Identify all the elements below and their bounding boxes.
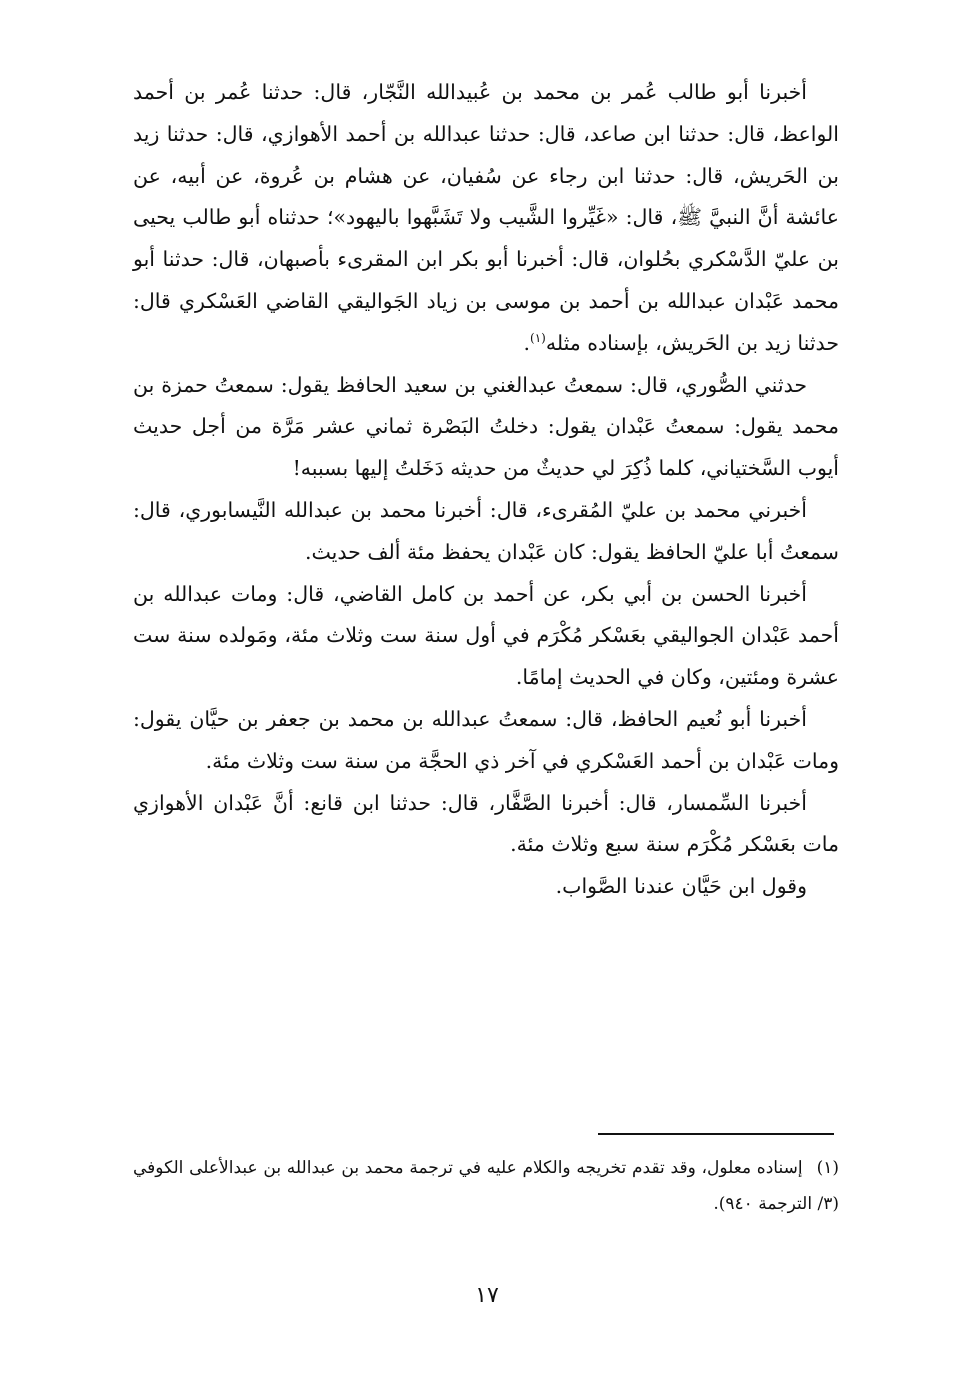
paragraph-7: وقول ابن حَيَّان عندنا الصَّواب. bbox=[555, 874, 807, 899]
footnote-reference: (١) bbox=[530, 330, 546, 345]
paragraph-5: أخبرنا أبو نُعيم الحافظ، قال: سمعتُ عبدالله بن محمد بن جعفر بن حيَّان يقول: ومات عَبْدان بن أحمد العَسْكري في آخر ذي الحجَّة من سنة ست وثلاث مئة. bbox=[133, 706, 839, 773]
paragraph-1 bbox=[133, 72, 839, 365]
paragraph-3: أخبرني محمد بن عليّ المُقرىء، قال: أخبرنا محمد بن عبدالله النَّيسابوري، قال: سمعتُ أبا عليّ الحافظ يقول: كان عَبْدان يحفظ مئة ألف حديث. bbox=[133, 497, 839, 564]
footnote-marker: (١) bbox=[816, 1158, 839, 1178]
footnote bbox=[133, 1150, 839, 1222]
paragraph-4: أخبرنا الحسن بن أبي بكر، عن أحمد بن كامل القاضي، قال: ومات عبدالله بن أحمد عَبْدان الجواليقي بعَسْكر مُكْرَم في أول سنة ست وثلاث مئة، ومَولده سنة ست عشرة ومئتين، وكان في الحديث إمامًا. bbox=[133, 581, 839, 690]
paragraph-1-tail: . bbox=[523, 330, 531, 355]
footnote-separator bbox=[598, 1133, 834, 1135]
paragraph-6: أخبرنا السِّمسار، قال: أخبرنا الصَّفَّار، قال: حدثنا ابن قانع: أنَّ عَبْدان الأهوازي مات بعَسْكر مُكْرَم سنة سبع وثلاث مئة. bbox=[133, 790, 839, 857]
page-number: ١٧ bbox=[475, 1283, 499, 1308]
paragraph-2: حدثني الصُّوري، قال: سمعتُ عبدالغني بن سعيد الحافظ يقول: سمعتُ حمزة بن محمد يقول: سمعتُ عَبْدان يقول: دخلتُ البَصْرة ثماني عشر مَرَّة من أجل حديث أيوب السَّختياني، كلما ذُكِرَ لي حديثٌ من حديثه دَخَلتُ إليها بسببه! bbox=[133, 372, 839, 481]
footnote-text: إسناده معلول، وقد تقدم تخريجه والكلام عليه في ترجمة محمد بن عبدالله بن عبدالأعلى الكوفي (٣/ الترجمة ٩٤٠). bbox=[133, 1158, 839, 1214]
paragraph-1-text: أخبرنا أبو طالب عُمر بن محمد بن عُبيدالله النَّجّار، قال: حدثنا عُمر بن أحمد الواعظ، قال: حدثنا ابن صاعد، قال: حدثنا عبدالله بن أحمد الأهوازي، قال: حدثنا زيد بن الحَريش، قال: حدثنا ابن رجاء عن سُفيان، عن هشام بن عُروة، عن أبيه، عن عائشة أنَّ النبيَّ ﷺ، قال: «غَيِّروا الشَّيب ولا تَشَبَّهوا باليهود»؛ حدثناه أبو طالب يحيى بن عليّ الدَّسْكري بحُلوان، قال: أخبرنا أبو بكر ابن المقرىء بأصبهان، قال: حدثنا أبو محمد عَبْدان عبدالله بن أحمد بن موسى بن زياد الجَواليقي القاضي العَسْكري قال: حدثنا زيد بن الحَريش، بإسناده مثله bbox=[133, 80, 839, 355]
main-text bbox=[133, 72, 839, 908]
